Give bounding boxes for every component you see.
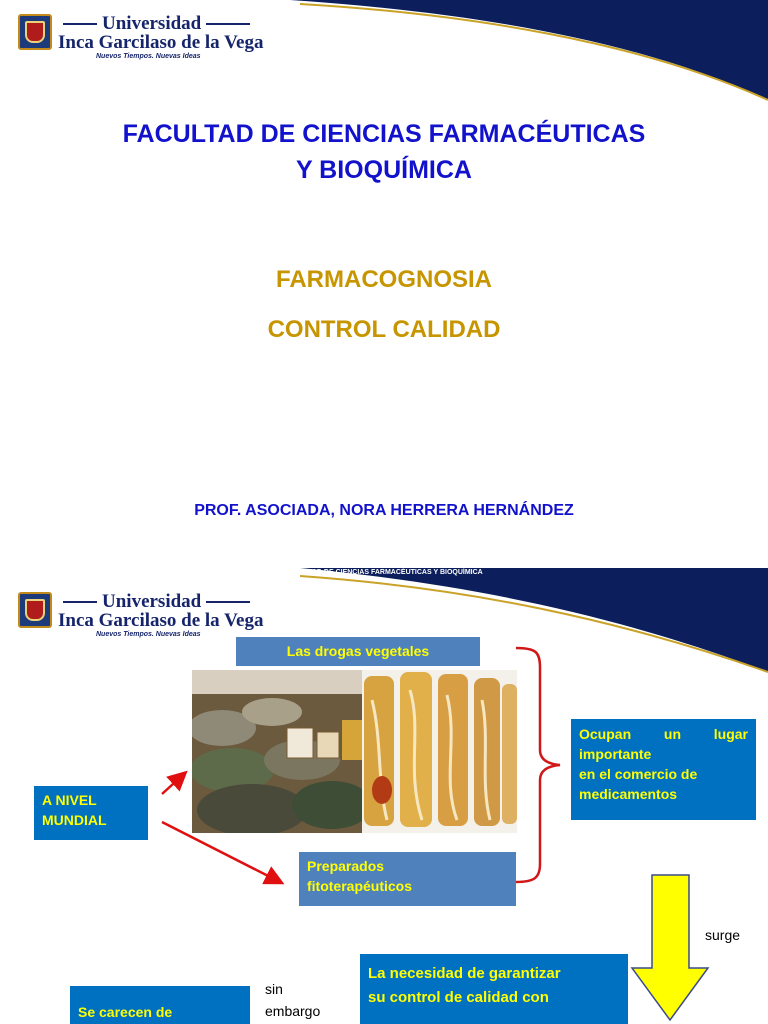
ocupan-line3: en el comercio de xyxy=(579,766,698,782)
carecen-box xyxy=(70,986,250,1024)
slide-divider xyxy=(0,560,768,568)
ocupan-line4: medicamentos xyxy=(579,786,678,802)
university-name-line2: Inca Garcilaso de la Vega xyxy=(58,610,264,631)
ocupan-line1: Ocupan un lugar xyxy=(579,726,748,742)
preparados-line2: fitoterapéuticos xyxy=(307,878,413,894)
topic-subtitle: CONTROL CALIDAD xyxy=(267,316,501,343)
necesidad-line1: La necesidad de garantizar xyxy=(368,965,561,982)
necesidad-line2: su control de calidad con xyxy=(368,989,549,1006)
sin-embargo-label xyxy=(265,979,320,1021)
author-name: PROF. ASOCIADA, NORA HERRERA HERNÁNDEZ xyxy=(194,502,574,519)
right-bracket-icon xyxy=(516,648,560,882)
arrow-to-preparados-icon xyxy=(162,822,280,882)
nivel-mundial-line1: A NIVEL xyxy=(42,792,97,808)
carecen-label: Se carecen de xyxy=(78,1004,173,1020)
course-subtitle: FARMACOGNOSIA xyxy=(276,266,492,293)
university-tagline: Nuevos Tiempos. Nuevas Ideas xyxy=(96,53,201,60)
surge-label: surge xyxy=(705,927,741,943)
nivel-mundial-line2: MUNDIAL xyxy=(42,812,107,828)
faculty-header-text: FACULTAD DE CIENCIAS FARMACÉUTICAS Y BIOQUÍMICA xyxy=(285,569,483,576)
university-name-line1: Universidad xyxy=(102,591,202,612)
yellow-down-arrow-icon xyxy=(632,875,708,1020)
university-name-line2: Inca Garcilaso de la Vega xyxy=(58,32,264,53)
university-name-line1: Universidad xyxy=(102,13,202,34)
ocupan-line2: importante xyxy=(579,746,652,762)
sin-embargo-line1: sin xyxy=(265,981,283,997)
arrow-to-drogas-icon xyxy=(162,774,184,794)
faculty-title-line1: FACULTAD DE CIENCIAS FARMACÉUTICAS xyxy=(122,120,646,148)
university-tagline: Nuevos Tiempos. Nuevas Ideas xyxy=(96,631,201,638)
necesidad-box xyxy=(360,954,628,1024)
faculty-title-line2: Y BIOQUÍMICA xyxy=(296,156,472,184)
drogas-vegetales-label: Las drogas vegetales xyxy=(286,643,430,659)
preparados-line1: Preparados xyxy=(307,858,385,874)
sin-embargo-line2: embargo xyxy=(265,1003,321,1019)
university-crest-icon xyxy=(18,14,52,50)
content-slide xyxy=(0,568,768,1024)
university-logo xyxy=(18,14,264,60)
